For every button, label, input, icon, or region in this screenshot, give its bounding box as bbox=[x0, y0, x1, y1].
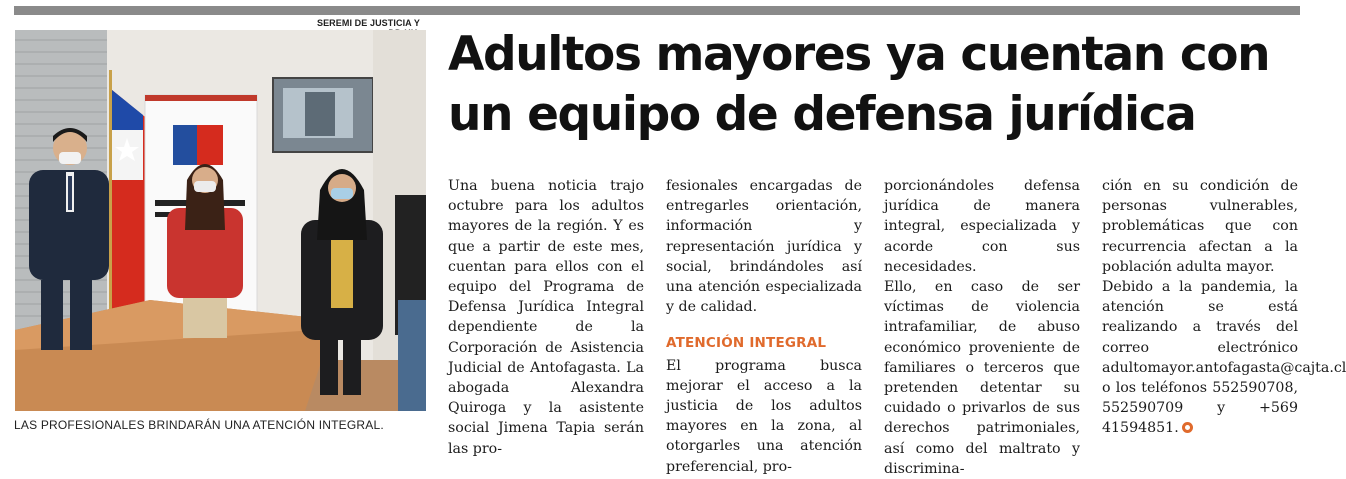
end-mark-icon bbox=[1182, 422, 1193, 433]
paragraph: ción en su condición de personas vulnerables, problemáticas que con recurrencia afectan a la población adulta mayor. bbox=[1102, 178, 1298, 275]
section-subhead: ATENCIÓN INTEGRAL bbox=[666, 335, 827, 352]
paragraph: Ello, en caso de ser víctimas de violencia intrafamiliar, de abuso económico proveniente de familiares o terceros que pretenden detentar su cuidado o privarlos de sus derechos patrimoniales, así como del maltrato y discrimina- bbox=[884, 279, 1080, 477]
paragraph: Debido a la pandemia, la atención se está realizando a través del correo electrónico adultomayor.antofagasta@cajta.cl o los teléfonos 552590708, 552590709 y +569 41594851. bbox=[1102, 279, 1346, 437]
photo-credit: SEREMI DE JUSTICIA Y bbox=[316, 18, 420, 28]
paragraph-end bbox=[1102, 277, 1346, 439]
article-column-1 bbox=[448, 176, 644, 459]
paragraph: porcionándoles defensa jurídica de manera integral, especializada y acorde con sus necesidades. bbox=[884, 178, 1080, 275]
paragraph: Una buena noticia trajo octubre para los adultos mayores de la región. Y es que a partir de este mes, cuentan para ellos con el equipo del Programa de Defensa Jurídica Integral dependiente de la Corporación de Asistencia Judicial de Antofagasta. La abogada Alexandra Quiroga y la asistente social Jimena Tapia serán las pro- bbox=[448, 178, 644, 457]
article-photo bbox=[15, 30, 426, 411]
paragraph: fesionales encargadas de entregarles orientación, información y representación jurídica y social, brindándoles así una atención especializada y de calidad. bbox=[666, 178, 862, 316]
article-column-3 bbox=[884, 176, 1080, 479]
article-column-4 bbox=[1102, 176, 1346, 439]
headline: Adultos mayores ya cuentan con un equipo de defensa jurídica bbox=[448, 27, 1270, 142]
top-rule bbox=[14, 6, 1300, 15]
photo-caption: LAS PROFESIONALES BRINDARÁN UNA ATENCIÓN INTEGRAL. bbox=[14, 418, 384, 432]
article-column-2 bbox=[666, 176, 862, 477]
paragraph: El programa busca mejorar el acceso a la justicia de los adultos mayores en la zona, al otorgarles una atención preferencial, pro- bbox=[666, 357, 862, 475]
